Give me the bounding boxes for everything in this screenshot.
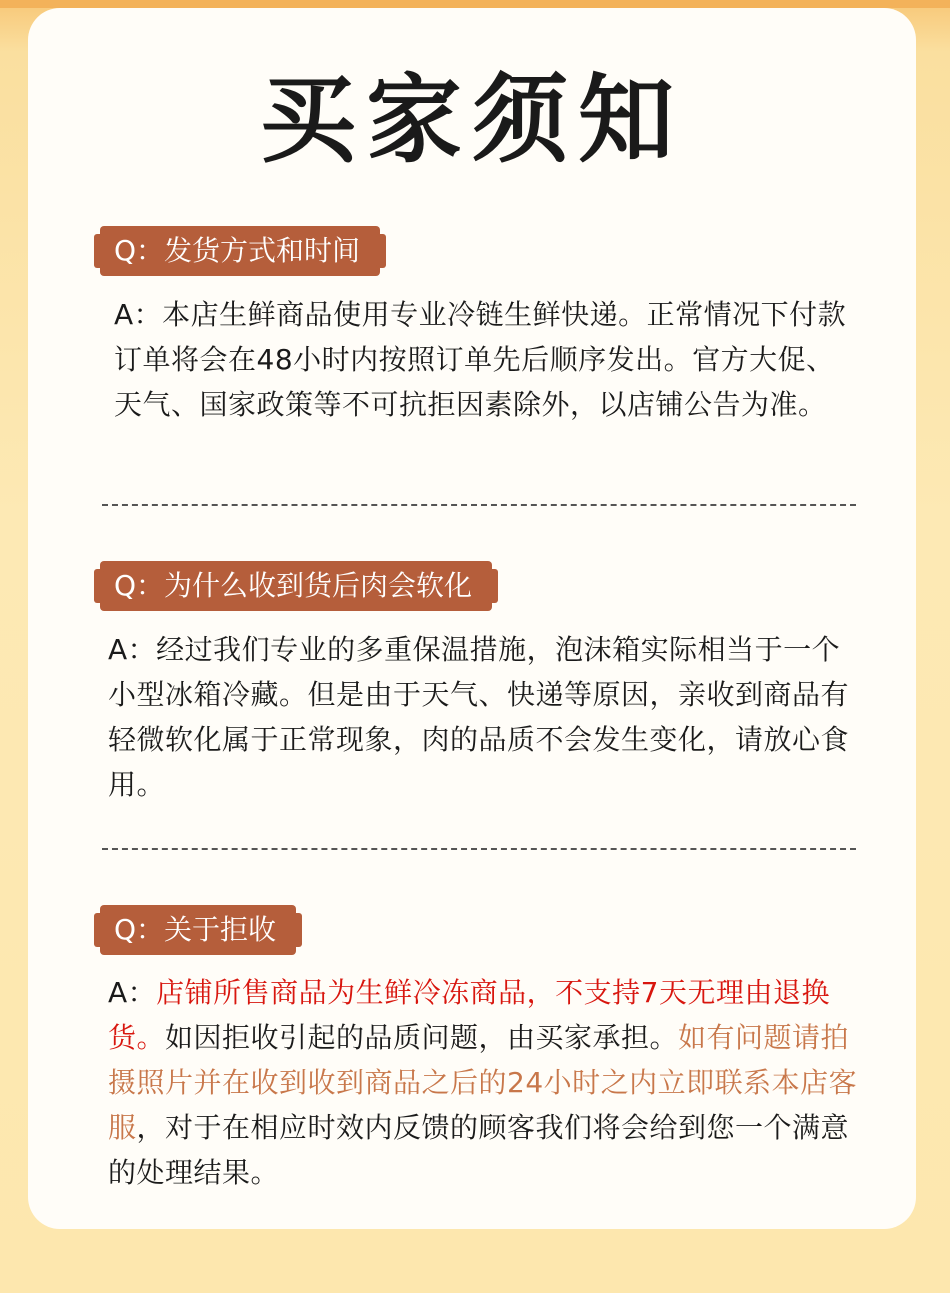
question-tag-softening: Q：为什么收到货后肉会软化 — [100, 561, 492, 611]
answer-prefix: A： — [108, 976, 157, 1009]
contact-service-notice: 如有问题请拍摄照片并在收到收到商品之后的24小时之内立即联系本店客服 — [108, 1021, 858, 1144]
top-stripe — [0, 0, 950, 8]
divider-1 — [102, 504, 856, 506]
answer-rejection — [108, 970, 858, 1195]
page-title: 买家须知 — [260, 63, 684, 176]
answer-softening: A：经过我们专业的多重保温措施，泡沫箱实际相当于一个小型冰箱冷藏。但是由于天气、快递等原因，亲收到商品有轻微软化属于正常现象，肉的品质不会发生变化，请放心食用。 — [108, 633, 850, 801]
satisfaction-promise: ，对于在相应时效内反馈的顾客我们将会给到您一个满意的处理结果。 — [108, 1111, 850, 1189]
answer-shipping: A：本店生鲜商品使用专业冷链生鲜快递。正常情况下付款订单将会在48小时内按照订单先后顺序发出。官方大促、天气、国家政策等不可抗拒因素除外，以店铺公告为准。 — [114, 298, 847, 421]
question-tag-rejection: Q：关于拒收 — [100, 905, 296, 955]
question-tag-shipping: Q：发货方式和时间 — [100, 226, 380, 276]
rejection-responsibility: 如因拒收引起的品质问题，由买家承担。 — [165, 1021, 679, 1054]
notice-card — [28, 8, 916, 1229]
no-return-warning: 店铺所售商品为生鲜冷冻商品，不支持7天无理由退换货。 — [108, 976, 830, 1054]
divider-2 — [102, 848, 856, 850]
